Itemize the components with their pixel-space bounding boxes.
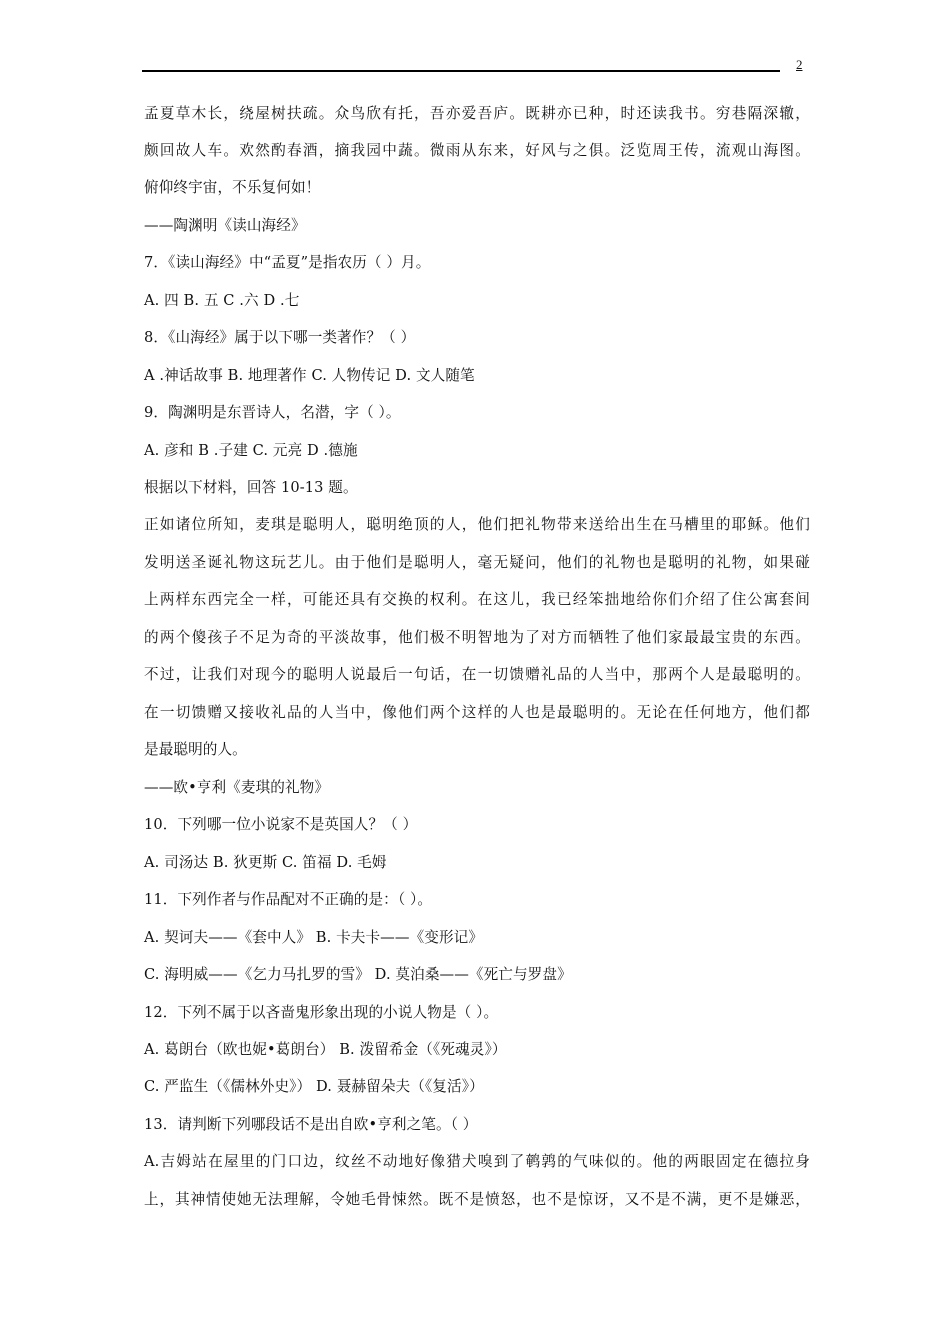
passage-line: 在一切馈赠又接收礼品的人当中，像他们两个这样的人也是最聪明的。无论在任何地方，他们都 xyxy=(144,704,810,721)
question-11-options: C. 海明威——《乞力马扎罗的雪》 D. 莫泊桑——《死亡与罗盘》 xyxy=(144,966,572,983)
question-12: 12．下列不属于以吝啬鬼形象出现的小说人物是（ ）。 xyxy=(144,1004,499,1021)
section-instruction: 根据以下材料，回答 10-13 题。 xyxy=(144,479,358,496)
source-attribution: ——陶渊明《读山海经》 xyxy=(144,217,306,234)
question-11: 11．下列作者与作品配对不正确的是：（ ）。 xyxy=(144,891,433,908)
question-9: 9．陶渊明是东晋诗人，名潜，字（ ）。 xyxy=(144,404,401,421)
poem-line: 孟夏草木长，绕屋树扶疏。众鸟欣有托，吾亦爱吾庐。既耕亦已种，时还读我书。穷巷隔深辙， xyxy=(144,105,810,122)
question-13-option-a: 上，其神情使她无法理解，令她毛骨悚然。既不是愤怒，也不是惊讶，又不是不满，更不是嫌恶， xyxy=(144,1191,810,1208)
question-12-options: C. 严监生（《儒林外史》） D. 聂赫留朵夫（《复活》） xyxy=(144,1078,484,1095)
passage-line: 发明送圣诞礼物这玩艺儿。由于他们是聪明人，毫无疑问，他们的礼物也是聪明的礼物，如果碰 xyxy=(144,554,810,571)
page-number: 2 xyxy=(796,57,803,72)
question-11-options: A. 契诃夫——《套中人》 B. 卡夫卡——《变形记》 xyxy=(144,929,484,946)
poem-line: 颇回故人车。欢然酌春酒，摘我园中蔬。微雨从东来，好风与之俱。泛览周王传，流观山海图。 xyxy=(144,142,810,159)
question-10-options: A. 司汤达 B. 狄更斯 C. 笛福 D. 毛姆 xyxy=(144,854,387,871)
question-8: 8．《山海经》属于以下哪一类著作？（ ） xyxy=(144,329,416,346)
source-attribution: ——欧•亨利《麦琪的礼物》 xyxy=(144,779,330,796)
passage-line: 上两样东西完全一样，可能还具有交换的权利。在这儿，我已经笨拙地给你们介绍了住公寓套间 xyxy=(144,591,810,608)
question-10: 10．下列哪一位小说家不是英国人？（ ） xyxy=(144,816,418,833)
question-9-options: A. 彦和 B .子建 C. 元亮 D .德施 xyxy=(144,442,358,459)
question-7: 7．《读山海经》中“孟夏”是指农历（ ）月。 xyxy=(144,254,431,271)
passage-line: 正如诸位所知，麦琪是聪明人，聪明绝顶的人，他们把礼物带来送给出生在马槽里的耶稣。他们 xyxy=(144,516,810,533)
poem-line: 俯仰终宇宙，不乐复何如！ xyxy=(144,179,321,196)
question-13-option-a: A.吉姆站在屋里的门口边，纹丝不动地好像猎犬嗅到了鹌鹑的气味似的。他的两眼固定在德拉身 xyxy=(144,1153,810,1170)
header-rule xyxy=(142,70,780,72)
passage-line: 的两个傻孩子不足为奇的平淡故事，他们极不明智地为了对方而牺牲了他们家最最宝贵的东西。 xyxy=(144,629,810,646)
question-12-options: A. 葛朗台（欧也妮•葛朗台） B. 泼留希金（《死魂灵》） xyxy=(144,1041,507,1058)
passage-line: 是最聪明的人。 xyxy=(144,741,247,758)
question-13: 13．请判断下列哪段话不是出自欧•亨利之笔。（ ） xyxy=(144,1116,478,1133)
passage-line: 不过，让我们对现今的聪明人说最后一句话，在一切馈赠礼品的人当中，那两个人是最聪明的。 xyxy=(144,666,810,683)
question-7-options: A. 四 B. 五 C .六 D .七 xyxy=(144,292,300,309)
question-8-options: A .神话故事 B. 地理著作 C. 人物传记 D. 文人随笔 xyxy=(144,367,475,384)
